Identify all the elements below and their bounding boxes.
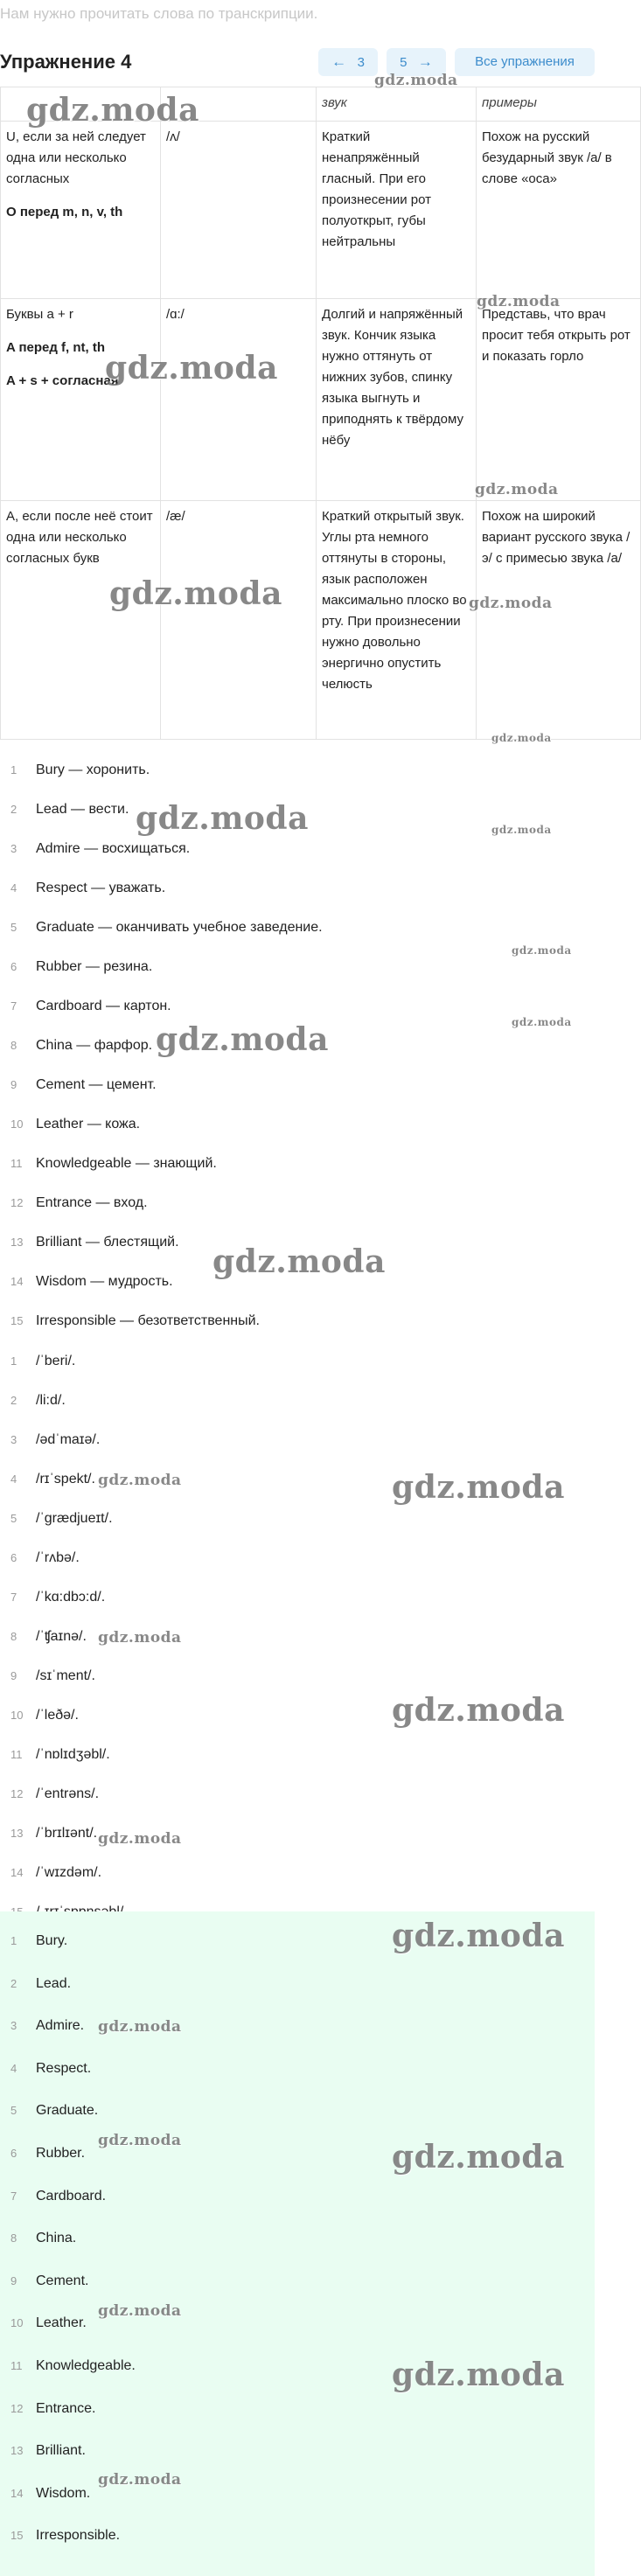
letters-cell: A, если после неё стоит одна или несколько согласных букв — [1, 501, 161, 740]
item-number: 6 — [10, 2146, 17, 2160]
answer-text: Cement. — [36, 2273, 89, 2288]
item-number: 7 — [10, 999, 17, 1013]
list-item — [0, 1538, 595, 1577]
watermark: gdz.moda — [392, 2139, 565, 2176]
letters-rule: A перед f, nt, th — [6, 340, 106, 355]
answers-list — [0, 1920, 595, 2567]
list-item — [0, 2217, 595, 2260]
item-number: 13 — [10, 1236, 24, 1249]
list-item — [0, 1963, 595, 2006]
item-number: 12 — [10, 1196, 24, 1209]
transcription-text: /ˈbrɪlɪənt/. — [36, 1826, 98, 1841]
list-item — [0, 2430, 595, 2473]
item-number: 3 — [10, 842, 17, 855]
item-number: 4 — [10, 1472, 17, 1486]
word-text: Wisdom — мудрость. — [36, 1274, 173, 1289]
letters-cell — [1, 299, 161, 501]
item-number: 15 — [10, 2529, 24, 2543]
list-item — [0, 2260, 595, 2303]
transcription-text: /ˈwɪzdəm/. — [36, 1865, 102, 1880]
table-row — [1, 122, 641, 299]
list-item — [0, 2515, 595, 2558]
list-item — [0, 2388, 595, 2431]
word-text: China — фарфор. — [36, 1038, 153, 1053]
list-item — [0, 1144, 595, 1183]
watermark: gdz.moda — [392, 1469, 565, 1506]
watermark: gdz.moda — [136, 800, 309, 837]
list-item — [0, 2302, 595, 2345]
transcription-text: /ˈʧaɪnə/. — [36, 1629, 87, 1644]
transcription-text: /ˈleðə/. — [36, 1708, 79, 1723]
table-header-sound: звук — [317, 87, 477, 122]
examples-cell: Похож на русский безударный звук /а/ в слове «оса» — [477, 122, 641, 299]
list-item — [0, 868, 595, 908]
word-text: Entrance — вход. — [36, 1195, 148, 1210]
item-number: 8 — [10, 1039, 17, 1052]
examples-cell: Представь, что врач просит тебя открыть рот и показать горло — [477, 299, 641, 501]
item-number: 1 — [10, 763, 17, 776]
watermark: gdz.moda — [469, 595, 553, 612]
examples-cell: Похож на широкий вариант русского звука /э/ с примесью звука /а/ — [477, 501, 641, 740]
list-item — [0, 1420, 595, 1459]
item-number: 14 — [10, 2486, 24, 2500]
item-number: 7 — [10, 1591, 17, 1604]
exercise-intro: Нам нужно прочитать слова по транскрипции. — [0, 5, 318, 22]
transcription-text: /ˈrʌbə/. — [36, 1550, 80, 1565]
answer-text: Rubber. — [36, 2145, 86, 2161]
word-text: Bury — хоронить. — [36, 762, 150, 777]
item-number: 13 — [10, 2444, 24, 2458]
watermark: gdz.moda — [98, 1830, 182, 1848]
item-number: 10 — [10, 2316, 24, 2330]
list-item — [0, 2473, 595, 2516]
item-number: 2 — [10, 803, 17, 816]
answer-text: Admire. — [36, 2018, 85, 2034]
watermark: gdz.moda — [213, 1243, 386, 1280]
answer-text: Brilliant. — [36, 2443, 86, 2459]
watermark: gdz.moda — [477, 293, 561, 310]
sound-cell: Краткий открытый звук. Углы рта немного оттянуты в стороны, язык расположен максимально плоско во рту. При произнесении нужно довольно энергично опустить челюсть — [317, 501, 477, 740]
prev-exercise-button[interactable] — [318, 48, 378, 76]
item-number: 9 — [10, 1669, 17, 1682]
list-item — [0, 1381, 595, 1420]
watermark: gdz.moda — [98, 1472, 182, 1489]
list-item — [0, 1104, 595, 1144]
item-number: 14 — [10, 1866, 24, 1879]
list-item — [0, 1617, 595, 1656]
word-text: Admire — восхищаться. — [36, 841, 191, 856]
letters-rule: O перед m, n, v, th — [6, 205, 123, 219]
transcription-text: /li:d/. — [36, 1393, 66, 1408]
sound-cell: Долгий и напряжённый звук. Кончик языка нужно оттянуть от нижних зубов, спинку языка выгнуть и приподнять к твёрдому нёбу — [317, 299, 477, 501]
answer-text: Entrance. — [36, 2400, 96, 2416]
watermark: gdz.moda — [392, 1918, 565, 1954]
watermark: gdz.moda — [475, 481, 559, 498]
letters-rule: U, если за ней следует одна или несколько согласных — [6, 129, 146, 186]
item-number: 7 — [10, 2189, 17, 2203]
transcription-cell: /æ/ — [161, 501, 317, 740]
item-number: 9 — [10, 2273, 17, 2287]
list-item — [0, 1577, 595, 1617]
word-text: Cardboard — картон. — [36, 999, 171, 1013]
list-item — [0, 1301, 595, 1340]
letters-cell — [1, 122, 161, 299]
list-item — [0, 2048, 595, 2091]
watermark: gdz.moda — [109, 575, 282, 612]
transcription-text: /sɪˈment/. — [36, 1668, 95, 1683]
item-number: 12 — [10, 2401, 24, 2415]
list-item — [0, 947, 595, 986]
watermark: gdz.moda — [491, 732, 552, 744]
answer-text: Knowledgeable. — [36, 2357, 136, 2373]
item-number: 11 — [10, 1157, 23, 1170]
watermark: gdz.moda — [512, 1016, 572, 1028]
list-item — [0, 1656, 595, 1695]
item-number: 5 — [10, 2104, 17, 2118]
watermark: gdz.moda — [491, 824, 552, 836]
item-number: 10 — [10, 1117, 24, 1131]
watermark: gdz.moda — [98, 2471, 182, 2489]
word-text: Lead — вести. — [36, 802, 129, 817]
watermark: gdz.moda — [98, 2132, 182, 2149]
list-item — [0, 1341, 595, 1381]
watermark: gdz.moda — [374, 72, 458, 89]
item-number: 4 — [10, 881, 17, 895]
item-number: 9 — [10, 1078, 17, 1091]
transcription-text: /ˈberi/. — [36, 1354, 76, 1368]
list-item — [0, 1183, 595, 1222]
table-row — [1, 299, 641, 501]
letters-rule: Буквы a + r — [6, 307, 73, 322]
item-number: 6 — [10, 1551, 17, 1564]
letters-rule: A + s + согласная — [6, 373, 119, 388]
answer-text: Respect. — [36, 2060, 92, 2076]
item-number: 11 — [10, 1748, 23, 1761]
watermark: gdz.moda — [105, 350, 278, 386]
watermark: gdz.moda — [98, 1629, 182, 1647]
phonetics-table — [0, 87, 641, 740]
item-number: 11 — [10, 2358, 23, 2372]
transcription-text: /ˈentrəns/. — [36, 1786, 100, 1801]
sound-cell: Краткий ненапряжённый гласный. При его произнесении рот полуоткрыт, губы нейтральны — [317, 122, 477, 299]
transcriptions-list — [0, 1341, 595, 1932]
item-number: 8 — [10, 2231, 17, 2245]
watermark: gdz.moda — [26, 92, 199, 129]
word-text: Leather — кожа. — [36, 1117, 141, 1131]
word-text: Rubber — резина. — [36, 959, 153, 974]
transcription-text: /ˈnɒlɪdʒəbl/. — [36, 1747, 110, 1762]
transcription-text: /ˈkɑ:dbɔ:d/. — [36, 1590, 106, 1605]
table-header-examples: примеры — [477, 87, 641, 122]
answer-text: Irresponsible. — [36, 2528, 121, 2544]
transcription-cell: /ʌ/ — [161, 122, 317, 299]
word-text: Graduate — оканчивать учебное заведение. — [36, 920, 323, 935]
word-text: Brilliant — блестящий. — [36, 1235, 179, 1250]
word-text: Respect — уважать. — [36, 881, 166, 895]
answer-text: Bury. — [36, 1933, 68, 1948]
list-item — [0, 1774, 595, 1814]
list-item — [0, 2005, 595, 2048]
list-item — [0, 908, 595, 947]
transcription-text: /ədˈmaɪə/. — [36, 1432, 101, 1447]
list-item — [0, 1814, 595, 1853]
word-text: Knowledgeable — знающий. — [36, 1156, 217, 1171]
item-number: 15 — [10, 1314, 24, 1327]
item-number: 5 — [10, 1512, 17, 1525]
transcription-text: /ˈɡrædjueɪt/. — [36, 1511, 113, 1526]
item-number: 12 — [10, 1787, 24, 1800]
transcription-text: /rɪˈspekt/. — [36, 1472, 95, 1486]
item-number: 2 — [10, 1394, 17, 1407]
item-number: 1 — [10, 1934, 17, 1947]
list-item — [0, 750, 595, 790]
watermark: gdz.moda — [98, 2018, 182, 2036]
item-number: 6 — [10, 960, 17, 973]
list-item — [0, 2176, 595, 2218]
answer-text: Lead. — [36, 1975, 72, 1991]
list-item — [0, 2090, 595, 2133]
item-number: 1 — [10, 1354, 17, 1368]
prev-exercise-label: 3 — [357, 55, 365, 70]
answer-text: Leather. — [36, 2315, 87, 2331]
item-number: 2 — [10, 1976, 17, 1990]
answer-text: Graduate. — [36, 2103, 99, 2119]
item-number: 4 — [10, 2061, 17, 2075]
item-number: 13 — [10, 1827, 24, 1840]
arrow-left-icon: ← — [331, 53, 347, 70]
item-number: 10 — [10, 1709, 24, 1722]
item-number: 14 — [10, 1275, 24, 1288]
item-number: 3 — [10, 1433, 17, 1446]
item-number: 5 — [10, 921, 17, 934]
list-item — [0, 986, 595, 1026]
transcription-cell: /ɑ:/ — [161, 299, 317, 501]
item-number: 3 — [10, 2019, 17, 2033]
answer-text: Wisdom. — [36, 2485, 91, 2501]
word-text: Irresponsible — безответственный. — [36, 1313, 260, 1328]
answer-text: China. — [36, 2231, 77, 2246]
answer-text: Cardboard. — [36, 2188, 107, 2204]
list-item — [0, 1853, 595, 1892]
watermark: gdz.moda — [392, 1692, 565, 1729]
watermark: gdz.moda — [392, 2357, 565, 2393]
watermark: gdz.moda — [98, 2302, 182, 2320]
page-title: Упражнение 4 — [0, 51, 132, 73]
list-item — [0, 1065, 595, 1104]
watermark: gdz.moda — [512, 944, 572, 957]
word-text: Cement — цемент. — [36, 1077, 157, 1092]
item-number: 8 — [10, 1630, 17, 1643]
list-item — [0, 1735, 595, 1774]
table-row — [1, 501, 641, 740]
next-exercise-label: 5 — [400, 55, 408, 70]
arrow-right-icon: → — [417, 53, 433, 70]
watermark: gdz.moda — [156, 1021, 329, 1058]
all-exercises-button[interactable]: Все упражнения — [455, 48, 595, 76]
